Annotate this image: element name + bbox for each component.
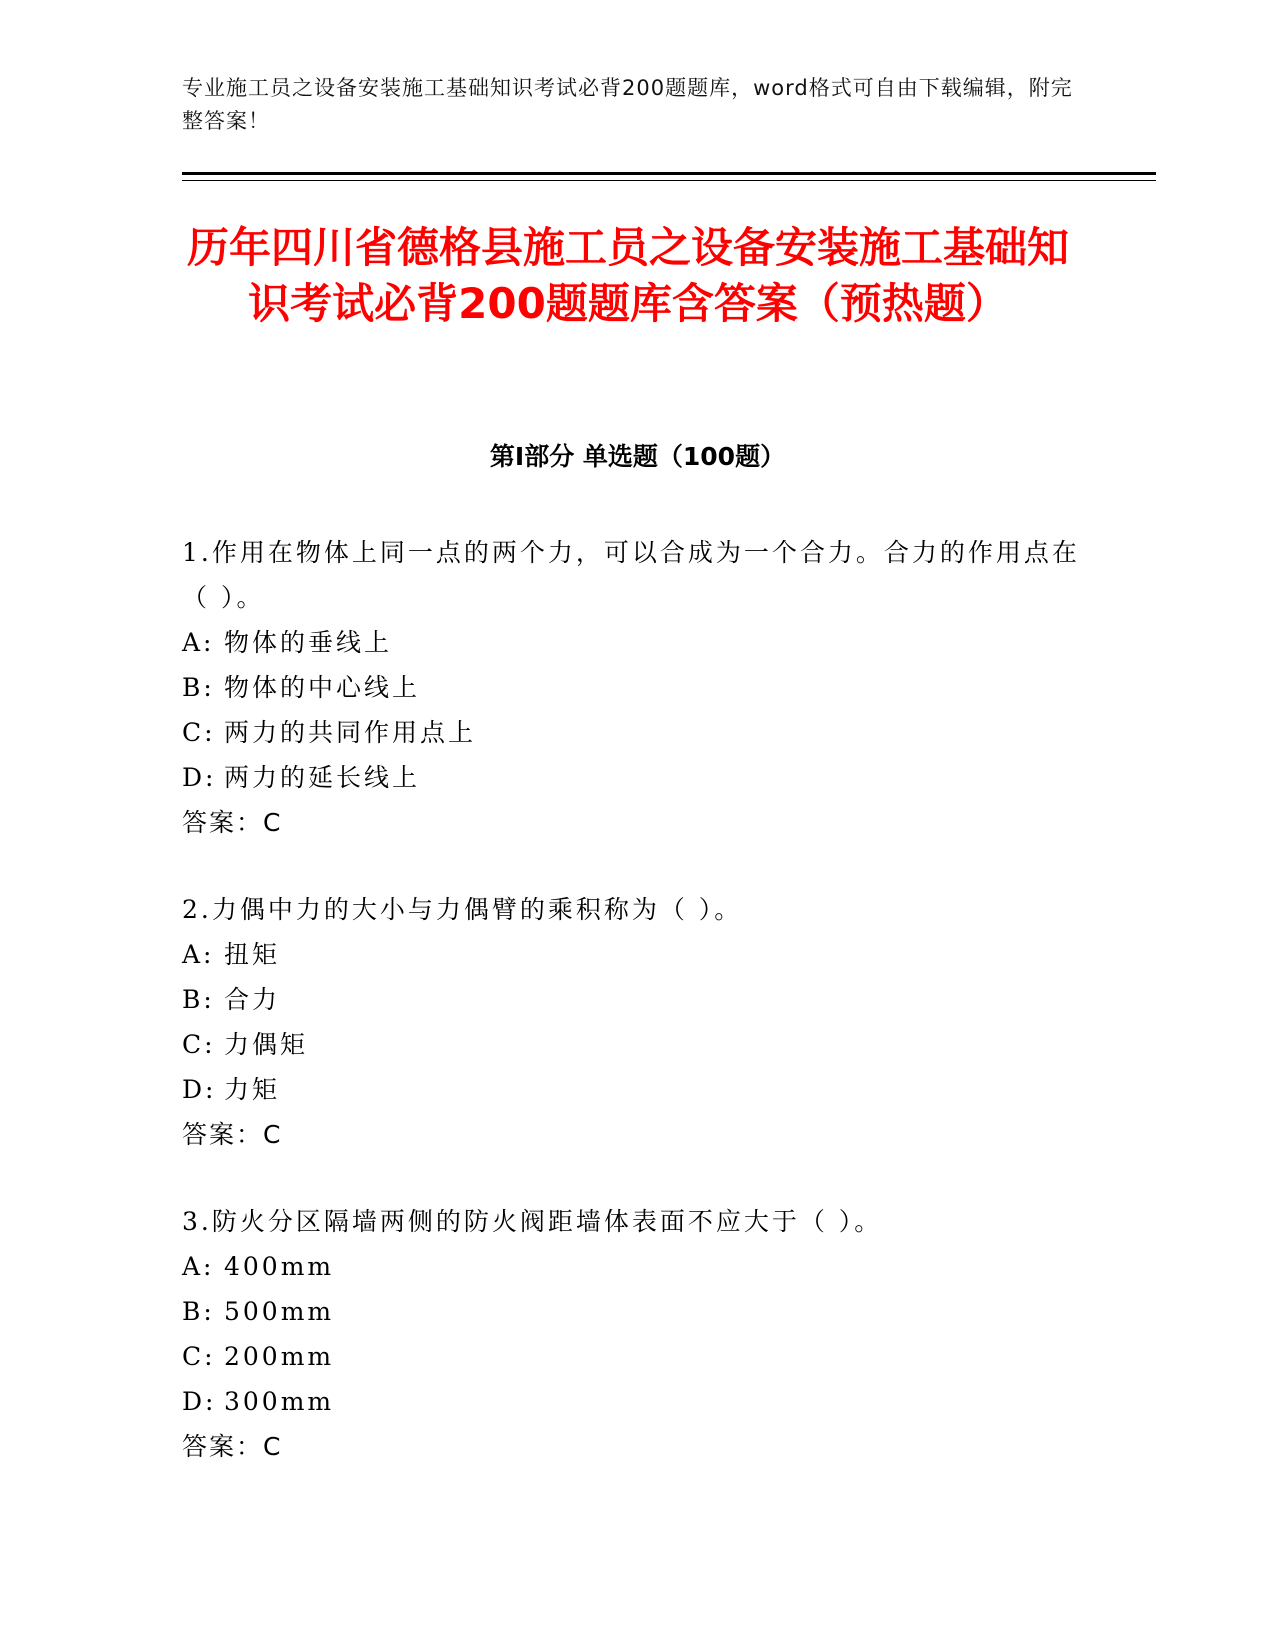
- option-text: 400mm: [224, 1252, 335, 1281]
- option-c: [182, 1334, 1082, 1379]
- question-stem: 2.力偶中力的大小与力偶臂的乘积称为（ ）。: [182, 895, 743, 924]
- option-text: 300mm: [224, 1387, 335, 1416]
- option-letter: C:: [182, 1030, 216, 1059]
- option-a: [182, 1244, 1082, 1289]
- question-stem: 1.作用在物体上同一点的两个力，可以合成为一个合力。合力的作用点在（ ）。: [182, 538, 1080, 612]
- option-d: [182, 755, 1082, 800]
- option-letter: D:: [182, 1075, 217, 1104]
- section-heading: 第I部分 单选题（100题）: [489, 442, 786, 471]
- answer-line: 答案：C: [182, 1120, 283, 1149]
- option-text: 500mm: [224, 1297, 335, 1326]
- question-item: [182, 1199, 1082, 1469]
- answer-line: 答案：C: [182, 808, 283, 837]
- option-b: [182, 1289, 1082, 1334]
- option-c: [182, 710, 1082, 755]
- option-letter: C:: [182, 1342, 216, 1371]
- option-d: [182, 1067, 1082, 1112]
- option-letter: B:: [182, 1297, 215, 1326]
- option-text: 两力的延长线上: [224, 763, 421, 792]
- header-divider-thick: [182, 172, 1156, 175]
- option-letter: A:: [182, 628, 215, 657]
- question-item: [182, 887, 1082, 1157]
- option-letter: C:: [182, 718, 216, 747]
- question-list: [182, 530, 1082, 1511]
- option-text: 合力: [224, 985, 281, 1014]
- answer-line: 答案：C: [182, 1432, 283, 1461]
- option-letter: A:: [182, 940, 215, 969]
- option-letter: B:: [182, 673, 215, 702]
- option-a: [182, 620, 1082, 665]
- option-text: 物体的垂线上: [224, 628, 393, 657]
- option-letter: B:: [182, 985, 215, 1014]
- option-c: [182, 1022, 1082, 1067]
- question-stem: 3.防火分区隔墙两侧的防火阀距墙体表面不应大于（ ）。: [182, 1207, 883, 1236]
- option-letter: D:: [182, 1387, 217, 1416]
- question-item: [182, 530, 1082, 845]
- option-text: 200mm: [224, 1342, 335, 1371]
- option-b: [182, 665, 1082, 710]
- option-letter: D:: [182, 763, 217, 792]
- document-title: 历年四川省德格县施工员之设备安装施工基础知识考试必背200题题库含答案（预热题）: [186, 223, 1069, 328]
- header-note: 专业施工员之设备安装施工基础知识考试必背200题题库，word格式可自由下载编辑，附完整答案！: [182, 76, 1073, 133]
- option-a: [182, 932, 1082, 977]
- option-letter: A:: [182, 1252, 215, 1281]
- option-text: 两力的共同作用点上: [224, 718, 477, 747]
- option-d: [182, 1379, 1082, 1424]
- option-text: 物体的中心线上: [224, 673, 421, 702]
- option-text: 力矩: [224, 1075, 281, 1104]
- header-divider-thin: [182, 180, 1156, 181]
- option-text: 扭矩: [224, 940, 281, 969]
- option-b: [182, 977, 1082, 1022]
- option-text: 力偶矩: [224, 1030, 309, 1059]
